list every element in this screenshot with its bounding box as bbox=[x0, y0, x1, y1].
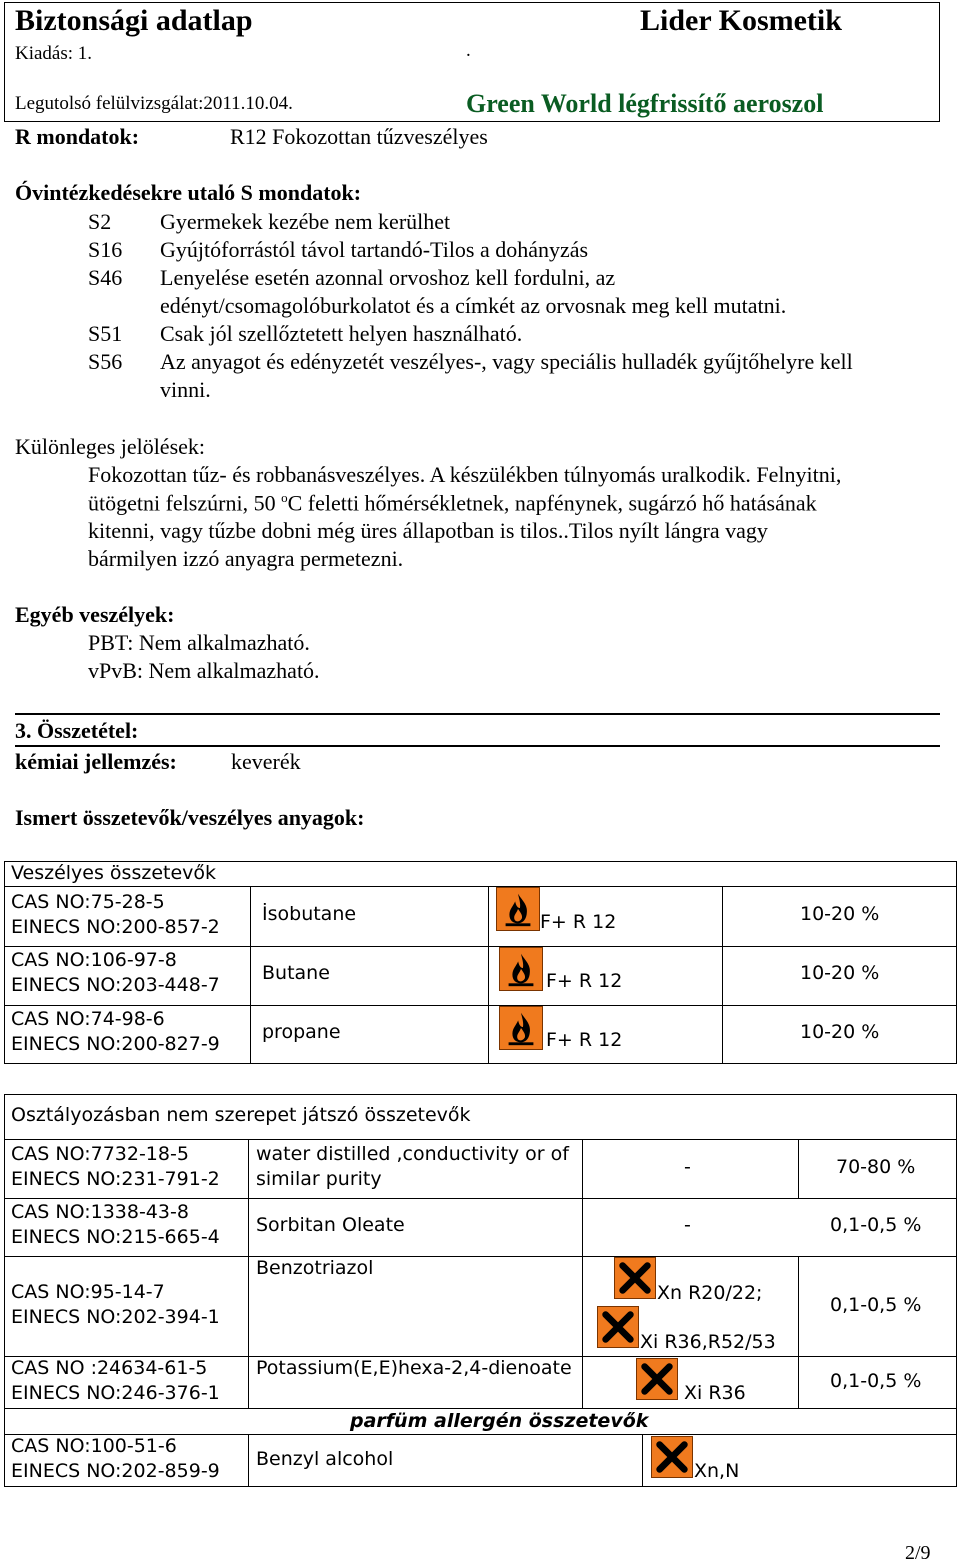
t2-r2-pct: 0,1-0,5 % bbox=[830, 1214, 922, 1236]
special-line-1: Fokozottan tűz- és robbanásveszélyes. A készülékben túlnyomás uralkodik. Felnyitni, bbox=[88, 462, 842, 487]
t1-r2-pct: 10-20 % bbox=[800, 962, 880, 984]
known-ingredients-heading: Ismert összetevők/veszélyes anyagok: bbox=[15, 805, 365, 830]
x-cross-icon bbox=[614, 1257, 656, 1299]
chem-value: keverék bbox=[231, 749, 301, 774]
s-phrase-code: S16 bbox=[88, 237, 123, 262]
s-phrase-code: S56 bbox=[88, 349, 123, 374]
s-phrase-text: Csak jól szellőztetett helyen használható. bbox=[160, 321, 523, 346]
section-divider-top bbox=[15, 713, 940, 715]
t2-r1-cas: CAS NO:7732-18-5 bbox=[11, 1143, 189, 1165]
table2-vrule bbox=[248, 1139, 249, 1408]
t2-r2-cas: CAS NO:1338-43-8 bbox=[11, 1201, 189, 1223]
doc-title: Biztonsági adatlap bbox=[15, 4, 253, 37]
x-cross-icon bbox=[597, 1306, 639, 1348]
section-divider-bottom bbox=[15, 745, 940, 747]
s-phrase-text: edényt/csomagolóburkolatot és a címkét az orvosnak meg kell mutatni. bbox=[160, 293, 787, 318]
t2-r3-class-2: Xi R36,R52/53 bbox=[640, 1331, 776, 1353]
t1-r1-name: İsobutane bbox=[262, 903, 357, 925]
header-dot: . bbox=[466, 40, 471, 61]
t2-r1-einecs: EINECS NO:231-791-2 bbox=[11, 1168, 220, 1190]
s-phrase-text: Az anyagot és edényzetét veszélyes-, vagy speciális hulladék gyűjtőhelyre kell bbox=[160, 349, 853, 374]
s-phrase-code: S2 bbox=[88, 209, 112, 234]
t1-r3-pct: 10-20 % bbox=[800, 1021, 880, 1043]
table1-rule bbox=[4, 946, 957, 947]
table1-vrule bbox=[250, 886, 251, 1064]
special-heading: Különleges jelölések: bbox=[15, 434, 206, 459]
t1-r1-class: F+ R 12 bbox=[540, 911, 617, 933]
table2-vrule bbox=[642, 1434, 643, 1487]
allergen-cas: CAS NO:100-51-6 bbox=[11, 1435, 177, 1457]
t1-r1-cas: CAS NO:75-28-5 bbox=[11, 891, 165, 913]
product-name: Green World légfrissítő aeroszol bbox=[466, 89, 824, 118]
table2-rule bbox=[4, 1256, 957, 1257]
table2-rule bbox=[4, 1139, 957, 1140]
section3-title: 3. Összetétel: bbox=[15, 718, 139, 743]
t2-r4-name: Potassium(E,E)hexa-2,4-dienoate bbox=[256, 1357, 572, 1379]
table1-title: Veszélyes összetevők bbox=[11, 862, 217, 884]
t1-r2-class: F+ R 12 bbox=[546, 970, 623, 992]
s-phrase-code: S46 bbox=[88, 265, 123, 290]
table1-rule bbox=[4, 1005, 957, 1006]
t2-r3-name: Benzotriazol bbox=[256, 1257, 374, 1279]
table1-vrule bbox=[722, 886, 723, 1064]
t1-r1-einecs: EINECS NO:200-857-2 bbox=[11, 916, 220, 938]
t1-r2-einecs: EINECS NO:203-448-7 bbox=[11, 974, 220, 996]
page-number: 2/9 bbox=[905, 1542, 931, 1564]
t2-r4-class: Xi R36 bbox=[684, 1382, 746, 1404]
allergen-name: Benzyl alcohol bbox=[256, 1448, 394, 1470]
t1-r3-name: propane bbox=[262, 1021, 341, 1043]
flame-icon bbox=[496, 887, 540, 931]
r-phrases-label: R mondatok: bbox=[15, 124, 140, 149]
t2-r3-class-1: Xn R20/22; bbox=[657, 1282, 763, 1304]
company-name: Lider Kosmetik bbox=[640, 4, 842, 37]
t2-r1-class: - bbox=[684, 1156, 691, 1178]
t2-r4-pct: 0,1-0,5 % bbox=[830, 1370, 922, 1392]
t2-r4-cas: CAS NO :24634-61-5 bbox=[11, 1357, 208, 1379]
flame-icon bbox=[499, 1006, 543, 1050]
table2-vrule bbox=[248, 1434, 249, 1487]
allergen-class: Xn,N bbox=[694, 1460, 740, 1482]
edition: Kiadás: 1. bbox=[15, 43, 93, 64]
t1-r2-name: Butane bbox=[262, 962, 330, 984]
r-phrases-text: R12 Fokozottan tűzveszélyes bbox=[230, 124, 488, 149]
revision-date: Legutolsó felülvizsgálat:2011.10.04. bbox=[15, 93, 293, 114]
t2-r2-class: - bbox=[684, 1214, 691, 1236]
s-phrase-text: Gyermekek kezébe nem kerülhet bbox=[160, 209, 451, 234]
table2-vrule bbox=[798, 1256, 799, 1408]
s-phrase-code: S51 bbox=[88, 321, 123, 346]
s-phrase-text: vinni. bbox=[160, 377, 211, 402]
table2-title: Osztályozásban nem szerepet játszó összetevők bbox=[11, 1104, 471, 1126]
t1-r3-einecs: EINECS NO:200-827-9 bbox=[11, 1033, 220, 1055]
flame-icon bbox=[499, 947, 543, 991]
t2-r3-pct: 0,1-0,5 % bbox=[830, 1294, 922, 1316]
special-line-4: bármilyen izzó anyagra permetezni. bbox=[88, 546, 404, 571]
t1-r1-pct: 10-20 % bbox=[800, 903, 880, 925]
vpvb-line: vPvB: Nem alkalmazható. bbox=[88, 658, 320, 683]
t1-r3-class: F+ R 12 bbox=[546, 1029, 623, 1051]
t2-r4-einecs: EINECS NO:246-376-1 bbox=[11, 1382, 220, 1404]
special-line-3: kitenni, vagy tűzbe dobni még üres állapotban is tilos..Tilos nyílt lángra vagy bbox=[88, 518, 768, 543]
x-cross-icon bbox=[651, 1436, 693, 1478]
allergen-einecs: EINECS NO:202-859-9 bbox=[11, 1460, 220, 1482]
pbt-line: PBT: Nem alkalmazható. bbox=[88, 630, 310, 655]
t2-r1-name: water distilled ,conductivity or of bbox=[256, 1143, 569, 1165]
s-phrase-text: Lenyelése esetén azonnal orvoshoz kell fordulni, az bbox=[160, 265, 616, 290]
t1-r2-cas: CAS NO:106-97-8 bbox=[11, 949, 177, 971]
s-phrases-heading: Óvintézkedésekre utaló S mondatok: bbox=[15, 180, 362, 205]
t2-r1-pct: 70-80 % bbox=[836, 1156, 916, 1178]
special-line-2: ütögetni felszúrni, 50 $^o$C feletti hőmérsékletnek, napfénynek, sugárzó hő hatásának bbox=[88, 490, 817, 516]
table2-vrule bbox=[798, 1139, 799, 1198]
t2-r1-name-2: similar purity bbox=[256, 1168, 382, 1190]
other-heading: Egyéb veszélyek: bbox=[15, 602, 175, 627]
table2-rule bbox=[4, 1198, 957, 1199]
t2-r3-cas: CAS NO:95-14-7 bbox=[11, 1281, 165, 1303]
table1-vrule bbox=[488, 886, 489, 1064]
table2-vrule bbox=[582, 1139, 583, 1408]
t2-r2-einecs: EINECS NO:215-665-4 bbox=[11, 1226, 220, 1248]
chem-label: kémiai jellemzés: bbox=[15, 749, 177, 774]
table1-rule bbox=[4, 886, 957, 887]
t2-r3-einecs: EINECS NO:202-394-1 bbox=[11, 1306, 220, 1328]
t1-r3-cas: CAS NO:74-98-6 bbox=[11, 1008, 165, 1030]
s-phrase-text: Gyújtóforrástól távol tartandó-Tilos a dohányzás bbox=[160, 237, 589, 262]
x-cross-icon bbox=[636, 1358, 678, 1400]
t2-r2-name: Sorbitan Oleate bbox=[256, 1214, 405, 1236]
allergen-heading: parfüm allergén összetevők bbox=[350, 1410, 649, 1432]
